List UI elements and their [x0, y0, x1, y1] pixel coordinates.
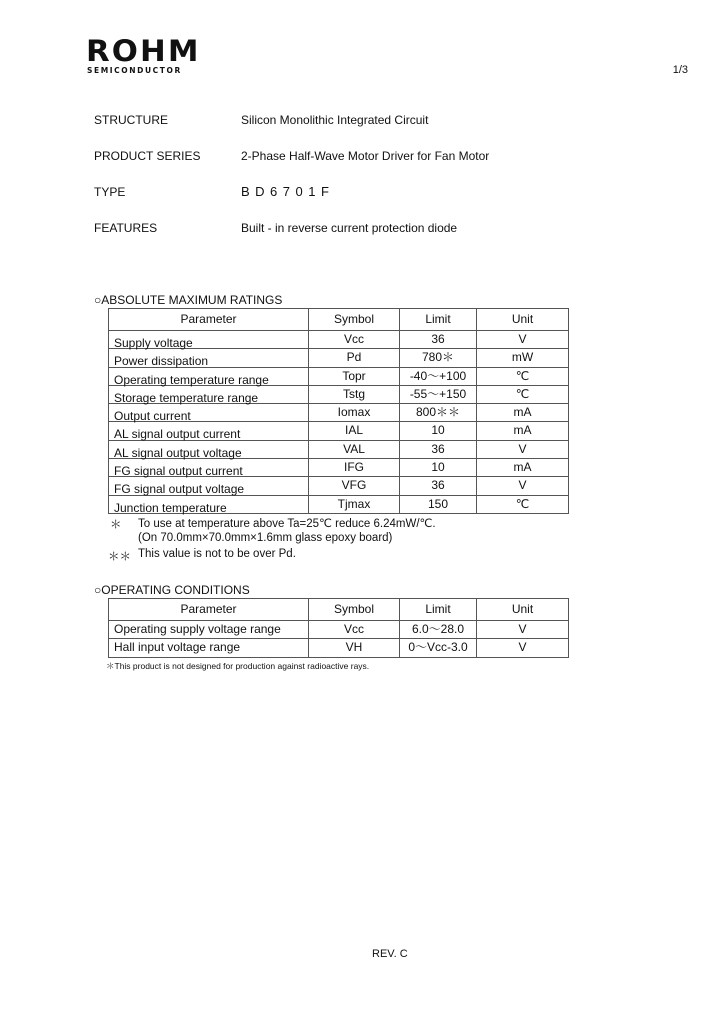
limit-cell: 800＊＊ [400, 404, 477, 422]
abs-max-title: ○ABSOLUTE MAXIMUM RATINGS [94, 293, 283, 307]
symbol-cell: Pd [309, 349, 400, 367]
unit-cell: mA [477, 404, 569, 422]
parameter-cell [109, 385, 309, 403]
note-mark-1: ＊ [110, 519, 122, 531]
parameter-text: Supply voltage [114, 336, 193, 350]
logo-subtext: SEMICONDUCTOR [87, 66, 182, 75]
unit-cell: V [477, 639, 569, 657]
unit-cell: V [477, 621, 569, 639]
parameter-text: Output current [114, 409, 191, 424]
op-cond-title: ○OPERATING CONDITIONS [94, 583, 250, 597]
unit-cell: mA [477, 422, 569, 440]
table-row [109, 385, 569, 403]
header-symbol: Symbol [309, 599, 400, 621]
symbol-cell: IFG [309, 459, 400, 477]
parameter-cell [109, 367, 309, 385]
parameter-cell [109, 331, 309, 349]
table-row [109, 477, 569, 495]
revision-label: REV. C [372, 948, 408, 960]
parameter-text: Storage temperature range [114, 390, 259, 405]
parameter-cell [109, 477, 309, 495]
unit-cell: ℃ [477, 367, 569, 385]
structure-value: Silicon Monolithic Integrated Circuit [241, 113, 429, 127]
parameter-text: AL signal output current [114, 427, 241, 442]
limit-cell: 0～Vcc-3.0 [400, 639, 477, 657]
table-header-row [109, 309, 569, 331]
unit-cell: ℃ [477, 385, 569, 403]
parameter-cell [109, 440, 309, 458]
table-row [109, 459, 569, 477]
features-value: Built - in reverse current protection diode [241, 221, 458, 235]
parameter-cell [109, 349, 309, 367]
table-row [109, 367, 569, 385]
page-number: 1/3 [672, 64, 688, 76]
limit-cell: 36 [400, 331, 477, 349]
header-symbol: Symbol [309, 309, 400, 331]
unit-cell: V [477, 440, 569, 458]
unit-cell: V [477, 477, 569, 495]
unit-cell: mW [477, 349, 569, 367]
limit-cell: 36 [400, 477, 477, 495]
product-series-value: 2-Phase Half-Wave Motor Driver for Fan Motor [241, 149, 490, 163]
header-unit: Unit [477, 309, 569, 331]
note-mark-2: ＊＊ [108, 551, 131, 563]
limit-cell: -55～+150 [400, 385, 477, 403]
note-text-1: To use at temperature above Ta=25℃ reduce 6.24mW/℃. [138, 518, 436, 530]
abs-max-table [108, 308, 569, 514]
limit-cell: 10 [400, 422, 477, 440]
limit-cell: -40～+100 [400, 367, 477, 385]
parameter-cell [109, 459, 309, 477]
type-label: TYPE [94, 185, 126, 199]
limit-cell: 6.0～28.0 [400, 621, 477, 639]
note-text-2: This value is not to be over Pd. [138, 548, 296, 560]
header-parameter: Parameter [109, 309, 309, 331]
symbol-cell: Tstg [309, 385, 400, 403]
symbol-cell: Vcc [309, 331, 400, 349]
table-header-row [109, 599, 569, 621]
parameter-text: Power dissipation [114, 354, 209, 369]
table-row [109, 349, 569, 367]
limit-cell: 780＊ [400, 349, 477, 367]
symbol-cell: VAL [309, 440, 400, 458]
symbol-cell: IAL [309, 422, 400, 440]
parameter-cell [109, 422, 309, 440]
op-cond-table [108, 598, 569, 658]
symbol-cell: Topr [309, 367, 400, 385]
type-value: BD6701F [241, 184, 335, 199]
structure-label: STRUCTURE [94, 113, 168, 127]
parameter-cell [109, 495, 309, 513]
parameter-text: FG signal output current [114, 464, 243, 479]
header-parameter: Parameter [109, 599, 309, 621]
symbol-cell: Tjmax [309, 495, 400, 513]
unit-cell: V [477, 331, 569, 349]
table-row [109, 440, 569, 458]
unit-cell: ℃ [477, 495, 569, 513]
table-row [109, 639, 569, 657]
table-row [109, 331, 569, 349]
limit-cell: 36 [400, 440, 477, 458]
table-row [109, 404, 569, 422]
header-limit: Limit [400, 309, 477, 331]
parameter-text: Operating temperature range [114, 372, 269, 387]
header-limit: Limit [400, 599, 477, 621]
table-row [109, 422, 569, 440]
symbol-cell: Vcc [309, 621, 400, 639]
symbol-cell: VH [309, 639, 400, 657]
symbol-cell: VFG [309, 477, 400, 495]
limit-cell: 150 [400, 495, 477, 513]
radiation-footnote: ＊This product is not designed for production against radioactive rays. [106, 661, 370, 671]
product-series-label: PRODUCT SERIES [94, 149, 201, 163]
table-row [109, 495, 569, 513]
symbol-cell: Iomax [309, 404, 400, 422]
unit-cell: mA [477, 459, 569, 477]
header-unit: Unit [477, 599, 569, 621]
parameter-text: Junction temperature [114, 500, 227, 515]
rohm-logo: ROHM [86, 34, 201, 68]
limit-cell: 10 [400, 459, 477, 477]
table-row [109, 621, 569, 639]
parameter-cell: Hall input voltage range [109, 639, 309, 657]
features-label: FEATURES [94, 221, 158, 235]
parameter-cell: Operating supply voltage range [109, 621, 309, 639]
parameter-text: AL signal output voltage [114, 445, 242, 460]
parameter-cell [109, 404, 309, 422]
note-text-1-board: (On 70.0mm×70.0mm×1.6mm glass epoxy board) [138, 532, 393, 544]
parameter-text: FG signal output voltage [114, 482, 245, 497]
